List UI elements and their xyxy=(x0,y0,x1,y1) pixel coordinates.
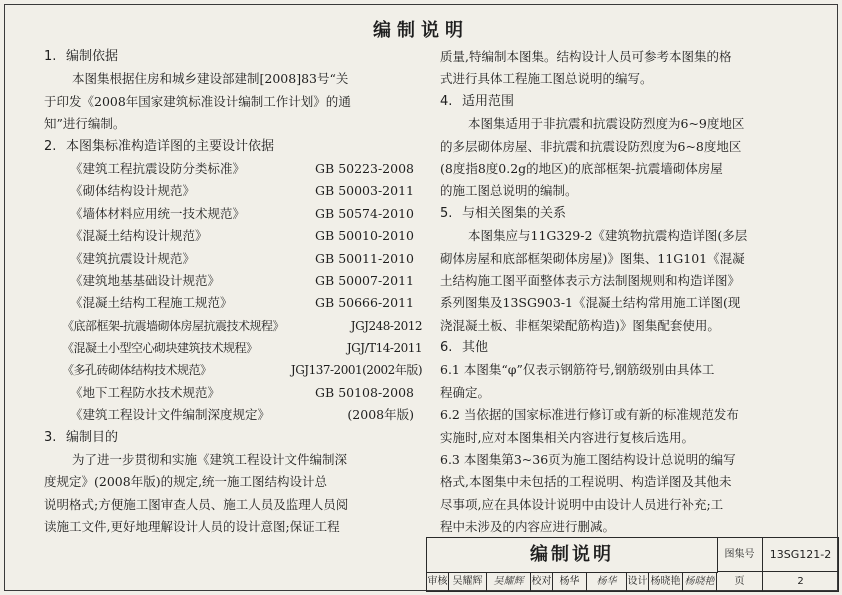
paragraph-line: 程中未涉及的内容应进行删减。 xyxy=(440,519,616,535)
paragraph-line: 6.1 本图集“φ”仅表示钢筋符号,钢筋级别由具体工 xyxy=(440,362,715,378)
paragraph-line: (8度指8度0.2g的地区)的底部框架-抗震墙砌体房屋 xyxy=(440,160,723,176)
reference-row: 《建筑抗震设计规范》 GB 50011-2010 xyxy=(70,250,414,266)
paragraph-line: 说明格式;方便施工图审查人员、施工人员及监理人员阅 xyxy=(44,496,349,512)
drawing-name: 编制说明 xyxy=(427,538,718,573)
left-column xyxy=(44,46,422,539)
designer-signature: 杨晓艳 xyxy=(683,572,717,592)
designer-name: 杨晓艳 xyxy=(649,572,683,592)
checker-signature: 杨华 xyxy=(587,572,627,592)
page-label: 页 xyxy=(717,572,763,592)
checker-name: 杨华 xyxy=(553,572,587,592)
paragraph-line: 尽事项,应在具体设计说明中由设计人员进行补充;工 xyxy=(440,496,724,512)
design-label: 设计 xyxy=(627,572,649,592)
paragraph-line: 的施工图总说明的编制。 xyxy=(440,183,578,199)
section-heading-4: 4. 适用范围 xyxy=(440,93,515,109)
section-heading-2: 2. 本图集标准构造详图的主要设计依据 xyxy=(44,138,275,154)
section-heading-1: 1. 编制依据 xyxy=(44,49,119,64)
reference-row: 《多孔砖砌体结构技术规范》 JGJ137-2001(2002年版) xyxy=(62,363,422,378)
reference-row: 《建筑工程设计文件编制深度规定》 (2008年版) xyxy=(70,407,414,423)
paragraph-line: 6.3 本图集第3~36页为施工图结构设计总说明的编写 xyxy=(440,452,736,468)
reference-row: 《混凝土小型空心砌块建筑技术规程》 JGJ/T14-2011 xyxy=(62,341,422,356)
reviewer-name: 吴耀辉 xyxy=(449,572,487,592)
reference-row: 《建筑工程抗震设防分类标准》 GB 50223-2008 xyxy=(70,160,414,176)
paragraph-line: 系列图集及13SG903-1《混凝土结构常用施工详图(现 xyxy=(440,295,741,311)
paragraph-line: 本图集根据住房和城乡建设部建制[2008]83号“关 xyxy=(72,71,349,87)
section-heading-5: 5. 与相关图集的关系 xyxy=(440,205,567,221)
paragraph-line: 土结构施工图平面整体表示方法制图规则和构造详图》 xyxy=(440,272,741,288)
reference-row: 《混凝土结构设计规范》 GB 50010-2010 xyxy=(70,228,414,244)
reference-row: 《墙体材料应用统一技术规范》 GB 50574-2010 xyxy=(70,205,414,221)
reference-row: 《混凝土结构工程施工规范》 GB 50666-2011 xyxy=(70,295,414,311)
right-column xyxy=(440,46,812,539)
atlas-number-label: 图集号 xyxy=(717,538,763,572)
title-block xyxy=(426,537,839,592)
check-label: 校对 xyxy=(531,572,553,592)
atlas-number: 13SG121-2 xyxy=(763,538,839,572)
paragraph-line: 知”进行编制。 xyxy=(44,116,126,132)
review-label: 审核 xyxy=(427,572,449,592)
paragraph-line: 本图集应与11G329-2《建筑物抗震构造详图(多层 xyxy=(468,228,748,244)
document-title: 编制说明 xyxy=(373,20,469,41)
paragraph-line: 浇混凝土板、非框架梁配筋构造)》图集配套使用。 xyxy=(440,317,720,333)
paragraph-line: 度规定》(2008年版)的规定,统一施工图结构设计总 xyxy=(44,474,328,490)
reference-row: 《砌体结构设计规范》 GB 50003-2011 xyxy=(70,183,414,199)
paragraph-line: 质量,特编制本图集。结构设计人员可参考本图集的格 xyxy=(440,49,732,64)
paragraph-line: 程确定。 xyxy=(440,384,491,400)
reference-row: 《底部框架-抗震墙砌体房屋抗震技术规程》 JGJ248-2012 xyxy=(62,318,422,333)
paragraph-line: 式进行具体工程施工图总说明的编写。 xyxy=(440,71,653,87)
paragraph-line: 本图集适用于非抗震和抗震设防烈度为6~9度地区 xyxy=(468,116,745,132)
page-number: 2 xyxy=(763,572,839,592)
reference-row: 《地下工程防水技术规范》 GB 50108-2008 xyxy=(70,384,414,400)
paragraph-line: 砌体房屋和底部框架砌体房屋)》图集、11G101《混凝 xyxy=(440,250,745,266)
reference-row: 《建筑地基基础设计规范》 GB 50007-2011 xyxy=(70,272,414,288)
section-heading-6: 6. 其他 xyxy=(440,340,489,356)
paragraph-line: 读施工文件,更好地理解设计人员的设计意图;保证工程 xyxy=(44,519,340,535)
paragraph-line: 实施时,应对本图集相关内容进行复核后选用。 xyxy=(440,429,694,445)
paragraph-line: 6.2 当依据的国家标准进行修订或有新的标准规范发布 xyxy=(440,407,739,423)
reviewer-signature: 吴耀辉 xyxy=(487,572,531,592)
paragraph-line: 的多层砌体房屋、非抗震和抗震设防烈度为6~8度地区 xyxy=(440,138,742,154)
paragraph-line: 为了进一步贯彻和实施《建筑工程设计文件编制深 xyxy=(72,452,348,468)
paragraph-line: 于印发《2008年国家建筑标准设计编制工作计划》的通 xyxy=(44,93,351,109)
section-heading-3: 3. 编制目的 xyxy=(44,429,119,445)
paragraph-line: 格式,本图集中未包括的工程说明、构造详图及其他未 xyxy=(440,474,732,490)
